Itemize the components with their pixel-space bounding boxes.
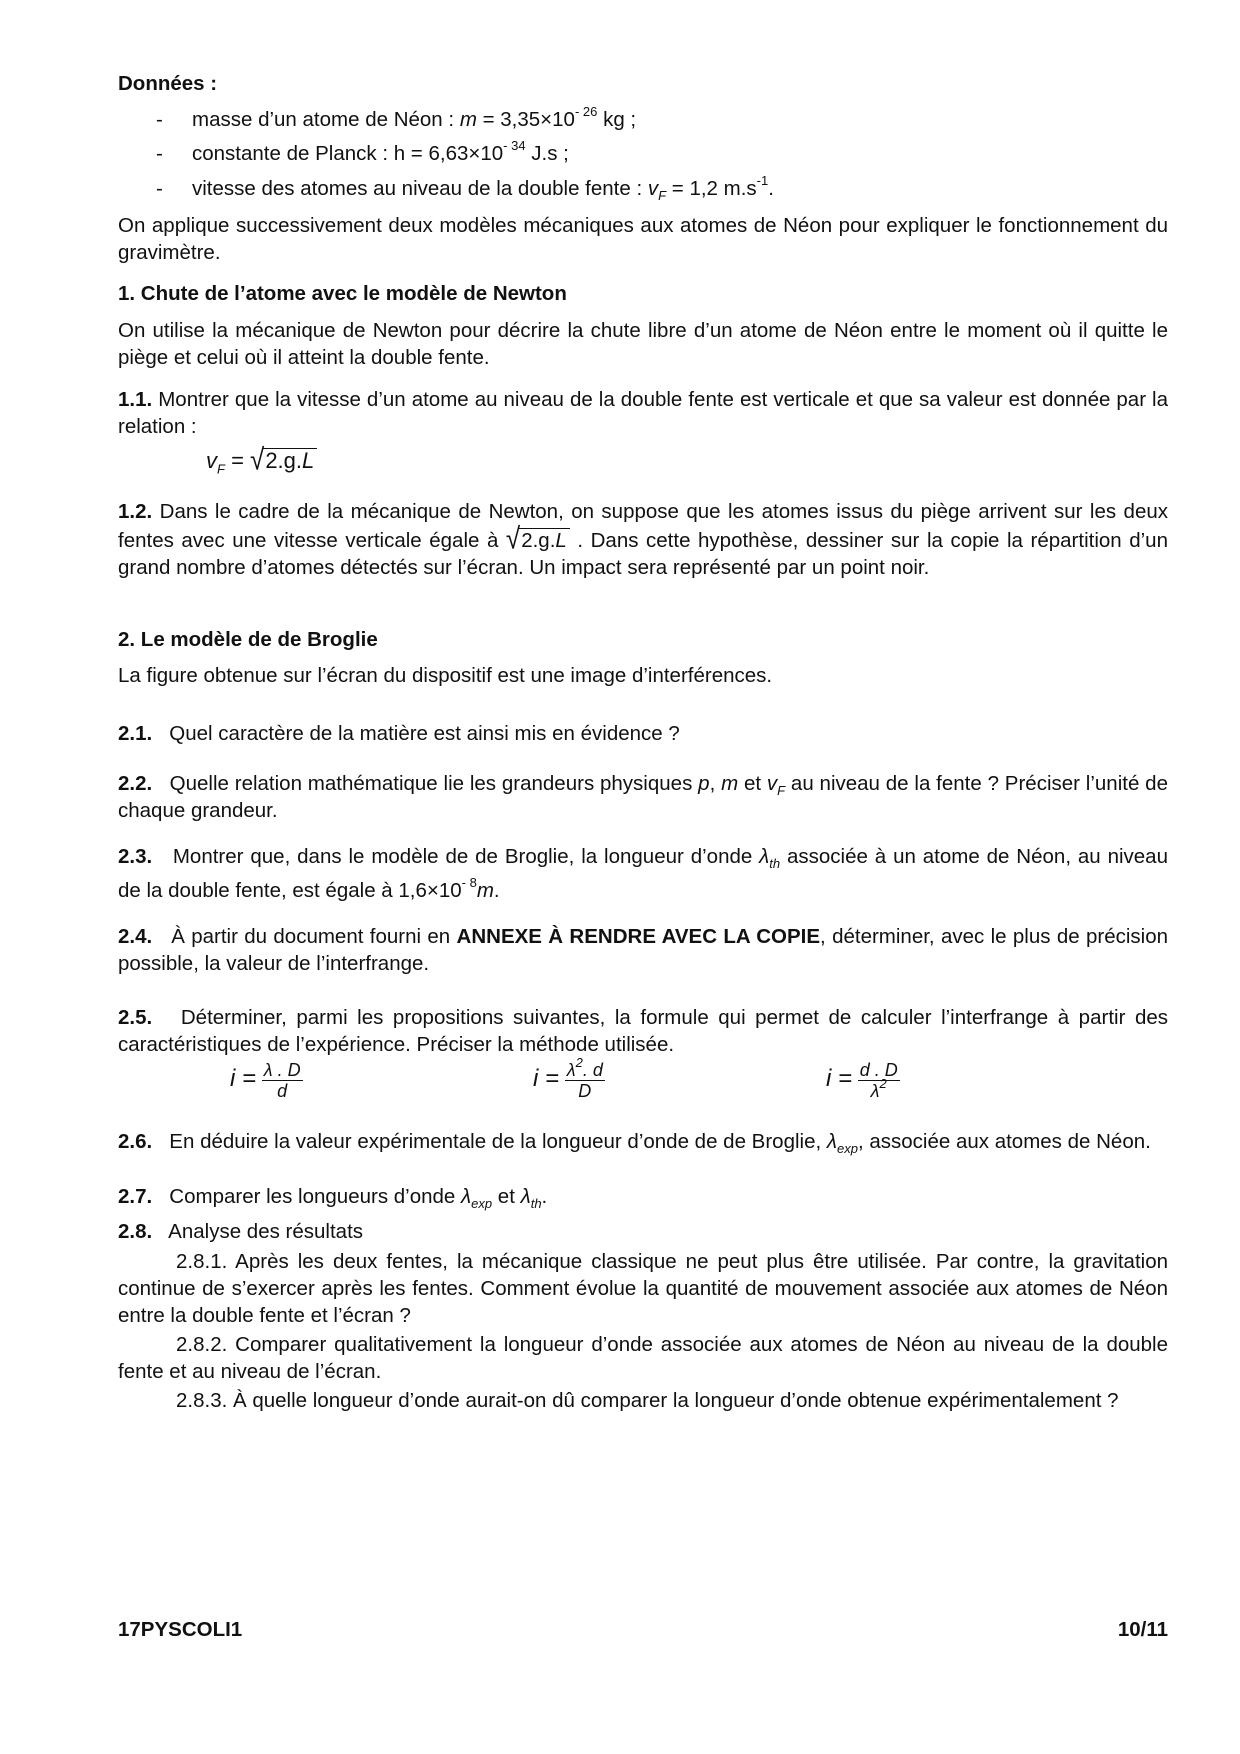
question-1-2: 1.2. Dans le cadre de la mécanique de Newton, on suppose que les atomes issus du piège arrivent sur les deux fentes avec une vitesse verticale égale à √2.g.L . Dans cette hypothèse, dessiner sur la copie la répartition d’un grand nombre d’atomes détectés sur l’écran. Un impact sera représenté par un point noir. bbox=[118, 500, 1168, 579]
formula-option-1: i = $\frac{\lambda . D}{d}$ bbox=[230, 1060, 301, 1101]
question-2-5: 2.5. Déterminer, parmi les propositions suivantes, la formule qui permet de calculer l’interfrange à partir des caractéristiques de l’expérience. Préciser la méthode utilisée. bbox=[118, 1006, 1168, 1056]
question-2-8: 2.8. Analyse des résultats bbox=[118, 1220, 364, 1243]
donnee-masse: - masse d’un atome de Néon : $m = 3,35\times 10^{- 26}$ kg ; bbox=[156, 104, 637, 131]
section2-intro: La figure obtenue sur l’écran du dispositif est une image d’interférences. bbox=[118, 664, 773, 687]
page-footer bbox=[118, 1618, 1168, 1642]
question-2-8-2: 2.8.2. Comparer qualitativement la longueur d’onde associée aux atomes de Néon au niveau de la double fente et au niveau de l’écran. bbox=[118, 1333, 1168, 1383]
question-1-1: 1.1. Montrer que la vitesse d’un atome au niveau de la double fente est verticale et que sa valeur est donnée par la relation : bbox=[118, 388, 1168, 438]
question-2-8-3: 2.8.3. À quelle longueur d’onde aurait-on dû comparer la longueur d’onde obtenue expérimentalement ? bbox=[176, 1389, 1119, 1412]
donnee-vitesse: - vitesse des atomes au niveau de la double fente : $v_F = 1,2$ $m.s^{-1}$. bbox=[156, 173, 774, 204]
section2-title: 2. Le modèle de de Broglie bbox=[118, 628, 378, 651]
question-2-6: 2.6. En déduire la valeur expérimentale de la longueur d’onde de de Broglie, $\lambda_{exp}$, associée aux atomes de Néon. bbox=[118, 1130, 1151, 1157]
question-2-7: 2.7. Comparer les longueurs d’onde $\lambda_{exp}$ et $\lambda_{th}$. bbox=[118, 1185, 548, 1212]
question-2-4: 2.4. À partir du document fourni en ANNEXE À RENDRE AVEC LA COPIE, déterminer, avec le plus de précision possible, la valeur de l’interfrange. bbox=[118, 925, 1169, 975]
formula-option-2: i = $\frac{\lambda^2. d}{D}$ bbox=[533, 1055, 603, 1101]
document-code: 17PYSCOLI1 bbox=[118, 1618, 243, 1641]
donnee-planck: - constante de Planck : $h = 6,63\times 10^{- 34}$ J.s ; bbox=[156, 138, 569, 165]
question-2-8-1: 2.8.1. Après les deux fentes, la mécanique classique ne peut plus être utilisée. Par contre, la gravitation continue de s’exercer après les fentes. Comment évolue la quantité de mouvement associée aux atomes de Néon entre la double fente et l’écran ? bbox=[118, 1250, 1168, 1327]
section1-intro: On utilise la mécanique de Newton pour décrire la chute libre d’un atome de Néon entre le moment où il quitte le piège et celui où il atteint la double fente. bbox=[118, 319, 1168, 369]
question-2-1: 2.1. Quel caractère de la matière est ainsi mis en évidence ? bbox=[118, 722, 680, 745]
section1-title: 1. Chute de l’atome avec le modèle de Newton bbox=[118, 282, 567, 305]
question-2-3: 2.3. Montrer que, dans le modèle de de Broglie, la longueur d’onde $\lambda_{th}$ associée à un atome de Néon, au niveau de la double fente, est égale à $1,6\times 10^{- 8}m$. bbox=[118, 845, 1168, 902]
page-number: 10/11 bbox=[1117, 1618, 1168, 1641]
formula-option-3: i = $\frac{d . D}{\lambda^2}$ bbox=[826, 1060, 898, 1101]
question-2-2: 2.2. Quelle relation mathématique lie les grandeurs physiques p, m et $v_F$ au niveau de la fente ? Préciser l’unité de chaque grandeur. bbox=[118, 772, 1168, 822]
donnees-title: Données : bbox=[118, 72, 218, 95]
intro-paragraph: On applique successivement deux modèles mécaniques aux atomes de Néon pour expliquer le fonctionnement du gravimètre. bbox=[118, 214, 1168, 264]
formula-vf: $v_F = √2.g.L$ bbox=[206, 446, 317, 474]
